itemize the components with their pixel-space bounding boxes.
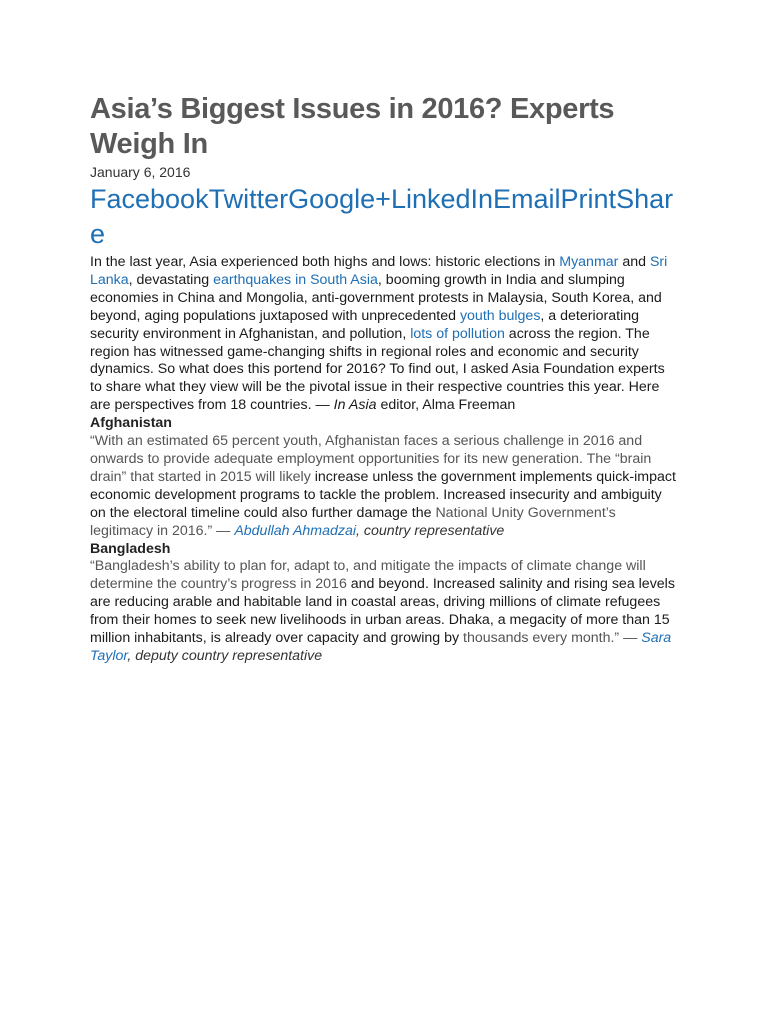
earthquakes-link[interactable]: earthquakes in South Asia	[213, 271, 378, 288]
section-heading-afghanistan: Afghanistan	[90, 415, 172, 432]
intro-text: across the region. The region has witnessed game-changing shifts in regional roles and economic and security dynamics. So what does this portend for 2016? To find out, I asked Asia Foundation experts to share what they view will be the pivotal issue in their respective countries this year. Here are perspectives from 18 countries. —	[90, 325, 665, 414]
sri-lanka-link[interactable]: Sri Lanka	[90, 254, 668, 288]
article-title: Asia’s Biggest Issues in 2016? Experts Weigh In	[90, 93, 615, 160]
author-link-abdullah-ahmadzai[interactable]: Abdullah Ahmadzai	[234, 522, 357, 539]
quote-text: and beyond. Increased salinity and rising sea levels are reducing arable and habitable land in coastal areas, driving millions of climate refugees from their homes to seek new livelihoods in urban areas. Dhaka, a megacity of more than 15 million inhabitants, is already over capacity and growing by	[90, 576, 675, 647]
youth-bulges-link[interactable]: youth bulges	[459, 307, 541, 324]
facebook-share-link[interactable]: Facebook	[90, 184, 209, 214]
intro-text: editor, Alma Freeman	[376, 397, 516, 414]
intro-text: In the last year, Asia experienced both highs and lows: historic elections in	[90, 254, 560, 270]
share-link[interactable]: Share	[90, 184, 674, 249]
author-role: , deputy country representative	[127, 647, 323, 664]
quote-text: “With an estimated 65 percent youth, Afghanistan faces a serious challenge in 2016 and onwards to provide adequate employment opportunities for its new generation. The “brain drain” that started in 2015 will likely	[90, 433, 652, 485]
article-date: January 6, 2016	[90, 164, 191, 180]
section-heading-bangladesh: Bangladesh	[90, 540, 171, 557]
intro-text: and	[618, 254, 650, 270]
quote-text: “Bangladesh’s ability to plan for, adapt to, and mitigate the impacts of climate change will determine the country’s progress in 2016	[90, 558, 646, 593]
author-role: , country representative	[356, 522, 505, 539]
linkedin-share-link[interactable]: LinkedIn	[390, 184, 494, 214]
intro-text: , booming growth in India and slumping economies in China and Mongolia, anti-government protests in Malaysia, South Korea, and beyond, aging populations juxtaposed with unprecedented	[90, 271, 662, 324]
afghanistan-quote	[90, 433, 680, 540]
bangladesh-quote	[90, 558, 680, 665]
print-link[interactable]: Print	[560, 184, 617, 214]
pollution-link[interactable]: lots of pollution	[410, 325, 505, 342]
email-share-link[interactable]: Email	[493, 184, 561, 214]
author-link-sara-taylor[interactable]: Sara Taylor	[90, 630, 672, 664]
quote-text: National Unity Government’s legitimacy in 2016.” —	[90, 504, 616, 539]
article-body	[90, 254, 680, 666]
intro-paragraph	[90, 254, 680, 415]
share-bar	[90, 182, 680, 252]
google-plus-share-link[interactable]: Google+	[288, 184, 391, 214]
quote-text: thousands every month.” —	[463, 630, 642, 647]
myanmar-link[interactable]: Myanmar	[559, 254, 619, 270]
publication-name: In Asia	[333, 397, 377, 414]
twitter-share-link[interactable]: Twitter	[208, 184, 289, 214]
intro-text: , devastating	[128, 271, 214, 288]
intro-text: , a deteriorating security environment in Afghanistan, and pollution,	[90, 307, 640, 342]
quote-text: increase unless the government implements quick-impact economic development programs to tackle the problem. Increased insecurity and ambiguity on the electoral timeline could also further damage the	[90, 468, 676, 521]
